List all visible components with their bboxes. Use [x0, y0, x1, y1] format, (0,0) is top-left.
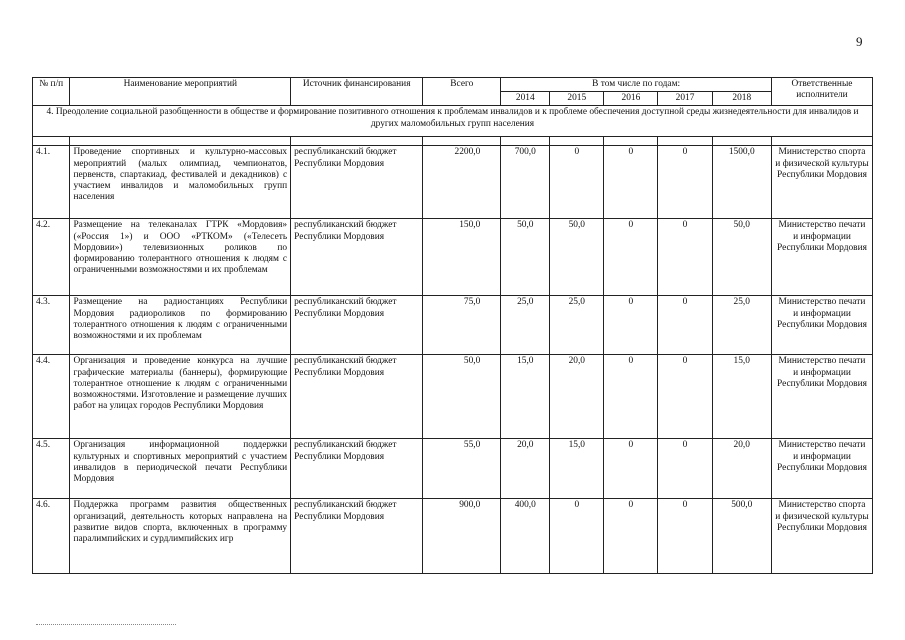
row-name: Размещение на радиостанциях Республики Мордовия радиороликов по формированию толерантного отношения к людям с ограниченными возможностями и их проблемам: [70, 296, 291, 355]
row-executor: Министерство печати и информации Республики Мордовия: [771, 439, 872, 499]
row-total: 150,0: [423, 219, 501, 296]
page-number: 9: [856, 34, 863, 49]
header-executors: Ответственные исполнители: [771, 78, 872, 106]
row-name: Организация и проведение конкурса на лучшие графические материалы (баннеры), формирующие толерантное отношение к людям с ограниченными возможностями. Изготовление и размещение лучших работ на улицах городов Республики Мордовия: [70, 355, 291, 439]
row-2016: 0: [604, 355, 658, 439]
row-2018: 25,0: [712, 296, 771, 355]
row-executor: Министерство печати и информации Республики Мордовия: [771, 296, 872, 355]
header-year-2016: 2016: [604, 92, 658, 106]
row-source: республиканский бюджет Республики Мордовия: [291, 296, 423, 355]
row-total: 2200,0: [423, 146, 501, 219]
row-2015: 15,0: [550, 439, 604, 499]
row-executor: Министерство печати и информации Республики Мордовия: [771, 219, 872, 296]
row-source: республиканский бюджет Республики Мордовия: [291, 146, 423, 219]
row-name: Размещение на телеканалах ГТРК «Мордовия» («Россия 1») и ООО «РТКОМ» («Телесеть Мордовии») телевизионных роликов по формированию толерантного отношения к людям с ограниченными возможностями и их проблемам: [70, 219, 291, 296]
row-num: 4.2.: [33, 219, 70, 296]
row-2015: 50,0: [550, 219, 604, 296]
header-source: Источник финансирования: [291, 78, 423, 106]
row-2014: 700,0: [501, 146, 550, 219]
row-2018: 1500,0: [712, 146, 771, 219]
row-source: республиканский бюджет Республики Мордовия: [291, 499, 423, 574]
row-2016: 0: [604, 219, 658, 296]
measures-table: [32, 77, 873, 574]
row-source: республиканский бюджет Республики Мордовия: [291, 439, 423, 499]
row-total: 75,0: [423, 296, 501, 355]
table-row: [33, 296, 873, 355]
header-year-2014: 2014: [501, 92, 550, 106]
row-2017: 0: [658, 296, 712, 355]
section-row: [33, 106, 873, 137]
row-executor: Министерство печати и информации Республики Мордовия: [771, 355, 872, 439]
row-num: 4.5.: [33, 439, 70, 499]
row-2018: 15,0: [712, 355, 771, 439]
section-title: 4. Преодоление социальной разобщенности в обществе и формирование позитивного отношения к проблемам инвалидов и к проблеме обеспечения доступной среды жизнедеятельности для инвалидов и других маломобильных групп населения: [33, 106, 873, 137]
header-years-group: В том числе по годам:: [501, 78, 772, 92]
row-2015: 0: [550, 146, 604, 219]
row-executor: Министерство спорта и физической культуры Республики Мордовия: [771, 499, 872, 574]
header-num: № п/п: [33, 78, 70, 106]
spacer-row: [33, 137, 873, 146]
row-2016: 0: [604, 499, 658, 574]
row-source: республиканский бюджет Республики Мордовия: [291, 355, 423, 439]
header-year-2017: 2017: [658, 92, 712, 106]
row-name: Организация информационной поддержки культурных и спортивных мероприятий с участием инвалидов в периодической печати Республики Мордовия: [70, 439, 291, 499]
footer-divider: [36, 624, 176, 625]
row-2014: 50,0: [501, 219, 550, 296]
row-num: 4.4.: [33, 355, 70, 439]
row-2018: 20,0: [712, 439, 771, 499]
row-num: 4.6.: [33, 499, 70, 574]
row-2018: 50,0: [712, 219, 771, 296]
header-name: Наименование мероприятий: [70, 78, 291, 106]
row-executor: Министерство спорта и физической культуры Республики Мордовия: [771, 146, 872, 219]
row-2014: 400,0: [501, 499, 550, 574]
row-total: 900,0: [423, 499, 501, 574]
row-2014: 20,0: [501, 439, 550, 499]
row-total: 50,0: [423, 355, 501, 439]
row-2014: 25,0: [501, 296, 550, 355]
row-2018: 500,0: [712, 499, 771, 574]
table-row: [33, 439, 873, 499]
row-2016: 0: [604, 439, 658, 499]
row-name: Поддержка программ развития общественных организаций, деятельность которых направлена на развитие видов спорта, включенных в программу паралимпийских и сурдлимпийских игр: [70, 499, 291, 574]
row-2015: 20,0: [550, 355, 604, 439]
row-source: республиканский бюджет Республики Мордовия: [291, 219, 423, 296]
table-row: [33, 355, 873, 439]
row-num: 4.3.: [33, 296, 70, 355]
header-total: Всего: [423, 78, 501, 106]
row-2014: 15,0: [501, 355, 550, 439]
table-row: [33, 499, 873, 574]
row-name: Проведение спортивных и культурно-массовых мероприятий (малых олимпиад, чемпионатов, первенств, спартакиад, фестивалей и декадников) с участием инвалидов и маломобильных групп населения: [70, 146, 291, 219]
header-year-2015: 2015: [550, 92, 604, 106]
row-num: 4.1.: [33, 146, 70, 219]
row-2017: 0: [658, 146, 712, 219]
row-2017: 0: [658, 355, 712, 439]
row-2017: 0: [658, 439, 712, 499]
row-2016: 0: [604, 146, 658, 219]
table-row: [33, 219, 873, 296]
row-2017: 0: [658, 219, 712, 296]
header-year-2018: 2018: [712, 92, 771, 106]
row-2015: 0: [550, 499, 604, 574]
table-row: [33, 146, 873, 219]
row-2016: 0: [604, 296, 658, 355]
row-2017: 0: [658, 499, 712, 574]
row-2015: 25,0: [550, 296, 604, 355]
row-total: 55,0: [423, 439, 501, 499]
